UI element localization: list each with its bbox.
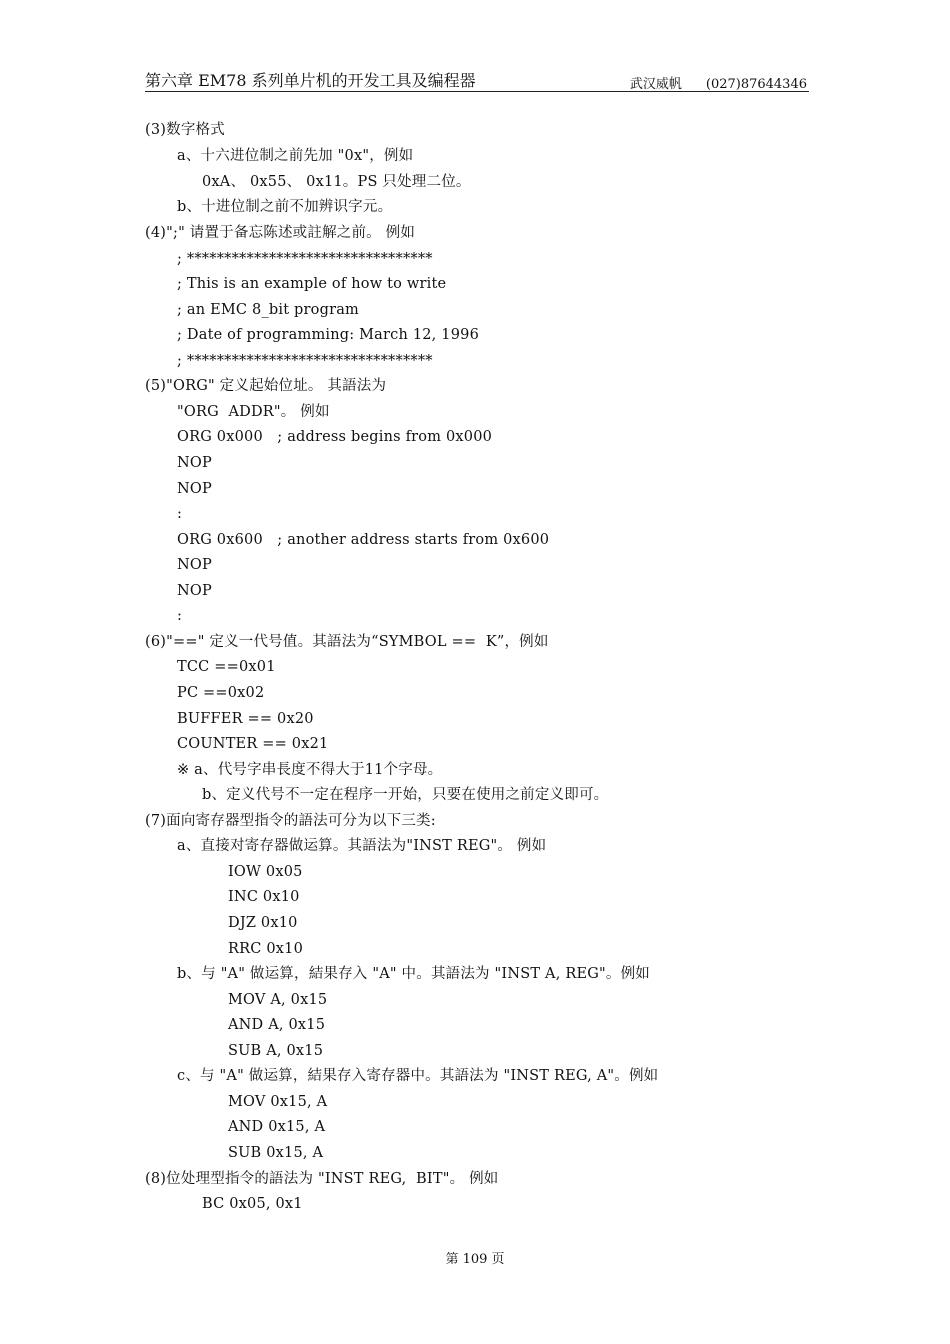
code-line: MOV A, 0x15 bbox=[228, 992, 328, 1008]
code-line: ORG 0x600 ; another address starts from 0x600 bbox=[177, 532, 550, 548]
phone-number: (027)87644346 bbox=[705, 77, 807, 92]
code-line: ; ********************************* bbox=[177, 353, 433, 369]
code-line: PC ==0x02 bbox=[177, 685, 265, 701]
code-line: RRC 0x10 bbox=[228, 941, 303, 957]
text-line: c、与 "A" 做运算，結果存入寄存器中。其語法为 "INST REG, A"。例如 bbox=[177, 1068, 659, 1084]
code-line: BUFFER == 0x20 bbox=[177, 711, 314, 727]
code-line: INC 0x10 bbox=[228, 889, 300, 905]
code-line: : bbox=[177, 506, 183, 522]
text-line: a、十六进位制之前先加 "0x"，例如 bbox=[177, 148, 414, 164]
code-line: AND 0x15, A bbox=[228, 1119, 326, 1135]
section-heading-6: (6)"==" 定义一代号值。其語法为“SYMBOL == K”，例如 bbox=[145, 634, 549, 650]
code-line: ; This is an example of how to write bbox=[177, 276, 447, 292]
code-line: NOP bbox=[177, 481, 212, 497]
code-line: NOP bbox=[177, 583, 212, 599]
section-heading-7: (7)面向寄存器型指令的語法可分为以下三类: bbox=[145, 813, 436, 829]
code-line: ; an EMC 8_bit program bbox=[177, 302, 360, 318]
code-line: ; Date of programming: March 12, 1996 bbox=[177, 327, 480, 343]
text-line: "ORG ADDR"。 例如 bbox=[177, 404, 330, 420]
code-line: DJZ 0x10 bbox=[228, 915, 298, 931]
code-line: NOP bbox=[177, 455, 212, 471]
text-line: b、与 "A" 做运算，結果存入 "A" 中。其語法为 "INST A, REG"。例如 bbox=[177, 966, 650, 982]
header-rule bbox=[145, 91, 809, 92]
note-line: b、定义代号不一定在程序一开始，只要在使用之前定义即可。 bbox=[202, 787, 609, 803]
chapter-title: 第六章 EM78 系列单片机的开发工具及编程器 bbox=[145, 71, 476, 90]
section-heading-5: (5)"ORG" 定义起始位址。 其語法为 bbox=[145, 378, 387, 394]
section-heading-3: (3)数字格式 bbox=[145, 122, 225, 138]
code-line: SUB A, 0x15 bbox=[228, 1043, 324, 1059]
section-heading-4: (4)";" 请置于备忘陈述或註解之前。 例如 bbox=[145, 225, 416, 241]
code-line: COUNTER == 0x21 bbox=[177, 736, 329, 752]
page-number: 第 109 页 bbox=[445, 1252, 505, 1267]
text-line: a、直接对寄存器做运算。其語法为"INST REG"。 例如 bbox=[177, 838, 547, 854]
code-line: IOW 0x05 bbox=[228, 864, 303, 880]
code-line: NOP bbox=[177, 557, 212, 573]
code-line: TCC ==0x01 bbox=[177, 659, 276, 675]
code-line: ; ********************************* bbox=[177, 251, 433, 267]
code-line: MOV 0x15, A bbox=[228, 1094, 328, 1110]
code-line: ORG 0x000 ; address begins from 0x000 bbox=[177, 429, 493, 445]
header-contact bbox=[630, 73, 807, 92]
code-line: : bbox=[177, 608, 183, 624]
section-heading-8: (8)位处理型指令的語法为 "INST REG, BIT"。 例如 bbox=[145, 1171, 499, 1187]
code-line: BC 0x05, 0x1 bbox=[202, 1196, 303, 1212]
text-line: 0xA、 0x55、 0x11。PS 只处理二位。 bbox=[202, 174, 471, 190]
text-line: b、十进位制之前不加辨识字元。 bbox=[177, 199, 393, 215]
company-name: 武汉威帆 bbox=[629, 77, 682, 92]
code-line: AND A, 0x15 bbox=[228, 1017, 326, 1033]
code-line: SUB 0x15, A bbox=[228, 1145, 324, 1161]
note-line: ※ a、代号字串長度不得大于11个字母。 bbox=[177, 762, 443, 778]
